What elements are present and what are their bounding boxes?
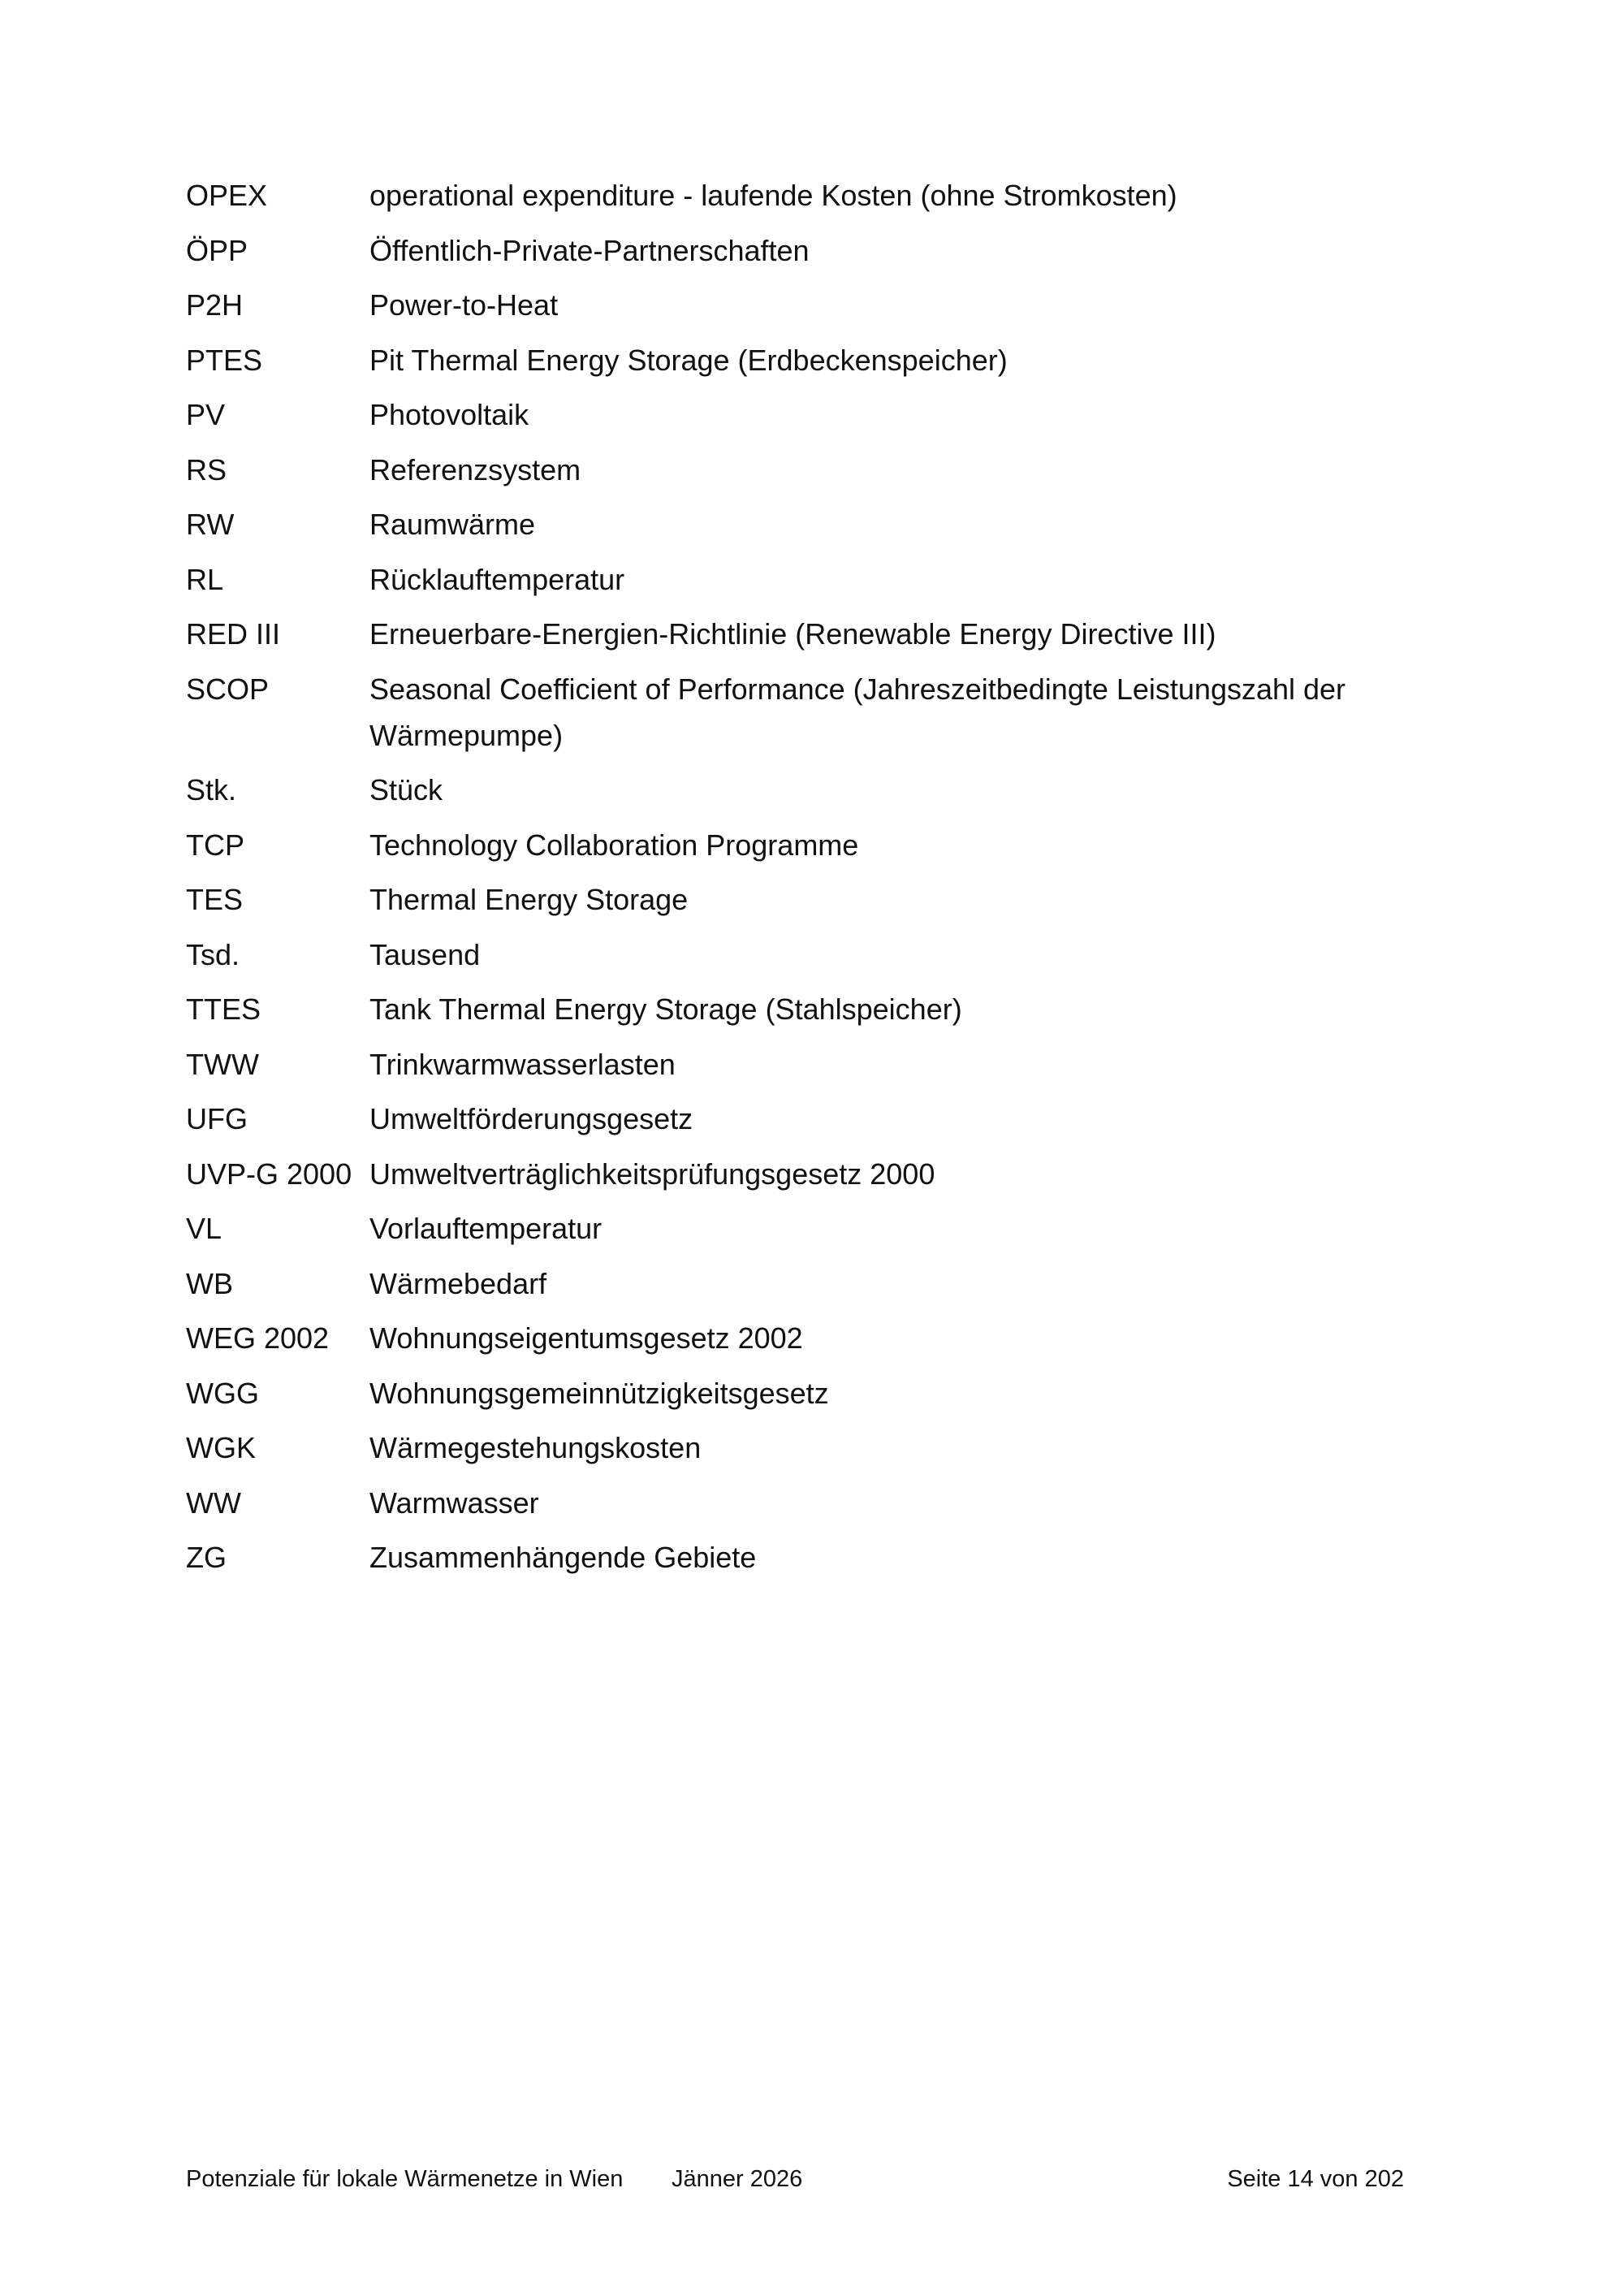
abbreviation-definition: Pit Thermal Energy Storage (Erdbeckenspeicher)	[369, 343, 1008, 377]
abbreviation-row	[186, 391, 1453, 438]
abbreviation-row	[186, 986, 1453, 1032]
abbreviation-definition: Wohnungsgemeinnützigkeitsgesetz	[369, 1376, 829, 1410]
abbreviation: WB	[186, 1266, 233, 1300]
abbreviation-row	[186, 447, 1453, 493]
abbreviation: TWW	[186, 1047, 259, 1081]
abbreviation-row	[186, 876, 1453, 923]
abbreviation-definition: Technology Collaboration Programme	[369, 828, 859, 862]
abbreviation-list	[186, 172, 1453, 1589]
abbreviation-definition: Tank Thermal Energy Storage (Stahlspeicher)	[369, 992, 962, 1026]
abbreviation-definition: Trinkwarmwasserlasten	[369, 1047, 676, 1081]
abbreviation: ÖPP	[186, 233, 248, 267]
abbreviation: P2H	[186, 288, 244, 322]
footer-page-number: Seite 14 von 202	[1227, 2166, 1404, 2192]
abbreviation-row	[186, 1205, 1453, 1252]
abbreviation-definition: Öffentlich-Private-Partnerschaften	[369, 233, 810, 267]
abbreviation-row	[186, 1480, 1453, 1526]
abbreviation: ZG	[186, 1541, 227, 1574]
abbreviation-definition: Wohnungseigentumsgesetz 2002	[369, 1321, 803, 1355]
abbreviation-definition: Vorlauftemperatur	[369, 1212, 603, 1245]
abbreviation-row	[186, 932, 1453, 978]
abbreviation-definition: Power-to-Heat	[369, 288, 559, 322]
abbreviation: WW	[186, 1485, 241, 1520]
abbreviation-definition: Raumwärme	[369, 508, 536, 541]
abbreviation: UVP-G 2000	[186, 1157, 352, 1191]
abbreviation-definition: Erneuerbare-Energien-Richtlinie (Renewable Energy Directive III)	[369, 617, 1216, 651]
abbreviation: TCP	[186, 828, 244, 862]
abbreviation: WGK	[186, 1431, 256, 1464]
abbreviation-definition: Photovoltaik	[369, 398, 529, 431]
abbreviation: RW	[186, 508, 235, 541]
abbreviation: RED III	[186, 617, 281, 651]
abbreviation-definition: Wärmebedarf	[369, 1266, 547, 1300]
abbreviation-row	[186, 767, 1453, 813]
abbreviation-row	[186, 227, 1453, 274]
abbreviation-definition: Umweltverträglichkeitsprüfungsgesetz 2000	[369, 1157, 935, 1191]
abbreviation-row	[186, 611, 1453, 657]
abbreviation: WGG	[186, 1376, 259, 1410]
abbreviation-row	[186, 1534, 1453, 1580]
abbreviation-definition: Tausend	[369, 937, 481, 971]
abbreviation-definition: Warmwasser	[369, 1485, 539, 1520]
abbreviation: OPEX	[186, 179, 268, 212]
abbreviation: UFG	[186, 1102, 248, 1135]
abbreviation: VL	[186, 1212, 222, 1245]
footer-date: Jänner 2026	[672, 2166, 803, 2192]
abbreviation: RL	[186, 562, 224, 596]
abbreviation: RS	[186, 452, 227, 486]
abbreviation: Stk.	[186, 773, 237, 806]
abbreviation-definition: Rücklauftemperatur	[369, 562, 625, 596]
abbreviation-definition: Referenzsystem	[369, 452, 581, 486]
abbreviation-row	[186, 337, 1453, 383]
abbreviation-row	[186, 822, 1453, 868]
footer-document-title: Potenziale für lokale Wärmenetze in Wien	[186, 2166, 624, 2192]
abbreviation-row	[186, 556, 1453, 603]
abbreviation: Tsd.	[186, 937, 240, 971]
abbreviation-row	[186, 172, 1453, 218]
abbreviation-definition: Zusammenhängende Gebiete	[369, 1541, 757, 1574]
abbreviation-row	[186, 666, 1453, 759]
abbreviation: TES	[186, 883, 244, 916]
abbreviation-row	[186, 1041, 1453, 1087]
abbreviation-definition: operational expenditure - laufende Kosten (ohne Stromkosten)	[369, 179, 1177, 212]
abbreviation: PV	[186, 398, 226, 431]
abbreviation: WEG 2002	[186, 1321, 330, 1355]
abbreviation-row	[186, 1260, 1453, 1307]
abbreviation: TTES	[186, 992, 261, 1026]
abbreviation-row	[186, 1425, 1453, 1471]
abbreviation-row	[186, 282, 1453, 328]
abbreviation-definition: Stück	[369, 773, 443, 806]
abbreviation: SCOP	[186, 672, 270, 706]
abbreviation: PTES	[186, 343, 263, 377]
abbreviation-row	[186, 1096, 1453, 1142]
abbreviation-row	[186, 501, 1453, 547]
abbreviation-definition: Seasonal Coefficient of Performance (Jahreszeitbedingte Leistungszahl der Wärmepumpe)	[369, 672, 1346, 752]
abbreviation-definition: Umweltförderungsgesetz	[369, 1102, 693, 1135]
abbreviation-definition: Thermal Energy Storage	[369, 883, 689, 916]
abbreviation-row	[186, 1315, 1453, 1361]
abbreviation-row	[186, 1151, 1453, 1197]
abbreviation-row	[186, 1370, 1453, 1416]
abbreviation-definition: Wärmegestehungskosten	[369, 1431, 702, 1464]
